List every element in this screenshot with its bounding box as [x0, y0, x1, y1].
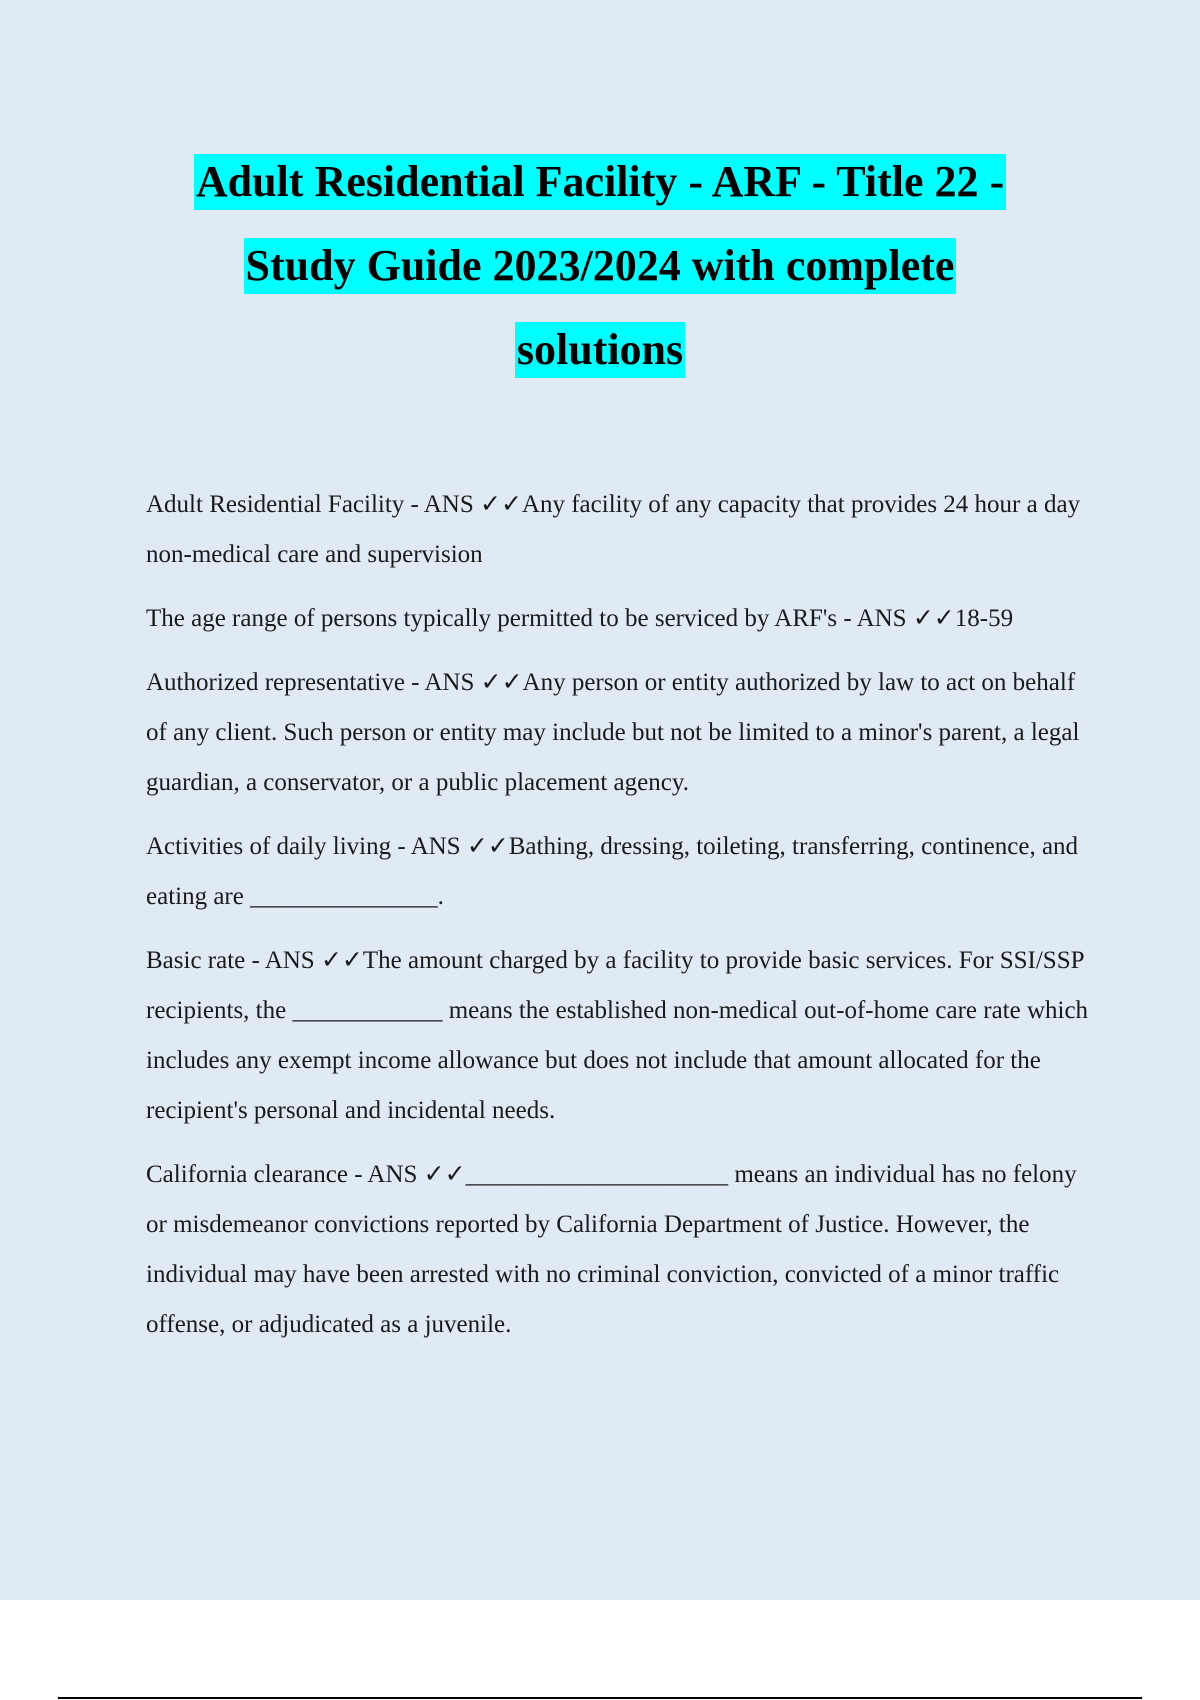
- qa-entry: [146, 658, 1096, 808]
- document-title: [100, 140, 1100, 392]
- qa-entry: [146, 480, 1096, 580]
- ans-check-marker: ANS ✓✓: [424, 669, 523, 696]
- qa-entry: [146, 1150, 1096, 1350]
- ans-check-marker: ANS ✓✓: [423, 491, 522, 518]
- qa-entry: [146, 822, 1096, 922]
- ans-check-marker: ANS ✓✓: [367, 1161, 466, 1188]
- qa-entry-list: [146, 480, 1096, 1364]
- title-line-1: Adult Residential Facility - ARF - Title 22 -: [194, 154, 1006, 210]
- entry-term: The age range of persons typically permitted to be serviced by ARF's -: [146, 605, 857, 632]
- entry-term: Activities of daily living -: [146, 833, 411, 860]
- qa-entry: [146, 594, 1096, 644]
- title-line-2: Study Guide 2023/2024 with complete: [244, 238, 957, 294]
- footer-divider: [58, 1697, 1142, 1699]
- entry-term: Adult Residential Facility -: [146, 491, 424, 518]
- entry-answer: 18-59: [954, 605, 1014, 632]
- entry-answer: Bathing, dressing, toileting, transferring, continence, and eating are _______________.: [146, 833, 1079, 910]
- entry-answer: _____________________ means an individual has no felony or misdemeanor convictions reported by California Department of Justice. However, the individual may have been arrested with no criminal conviction, convicted of a minor traffic offense, or adjudicated as a juvenile.: [146, 1161, 1077, 1338]
- entry-term: California clearance -: [146, 1161, 368, 1188]
- entry-answer: Any facility of any capacity that provides 24 hour a day non-medical care and supervision: [146, 491, 1081, 568]
- qa-entry: [146, 936, 1096, 1136]
- ans-check-marker: ANS ✓✓: [264, 947, 363, 974]
- ans-check-marker: ANS ✓✓: [410, 833, 509, 860]
- title-line-3: solutions: [515, 322, 685, 378]
- ans-check-marker: ANS ✓✓: [856, 605, 955, 632]
- entry-answer: Any person or entity authorized by law to act on behalf of any client. Such person or entity may include but not be limited to a minor's parent, a legal guardian, a conservator, or a public placement agency.: [146, 669, 1080, 796]
- entry-term: Basic rate -: [146, 947, 265, 974]
- entry-answer: The amount charged by a facility to provide basic services. For SSI/SSP recipients, the ____________ means the established non-medical out-of-home care rate which includes any exempt income allowance but does not include that amount allocated for the recipient's personal and incidental needs.: [146, 947, 1089, 1124]
- entry-term: Authorized representative -: [146, 669, 425, 696]
